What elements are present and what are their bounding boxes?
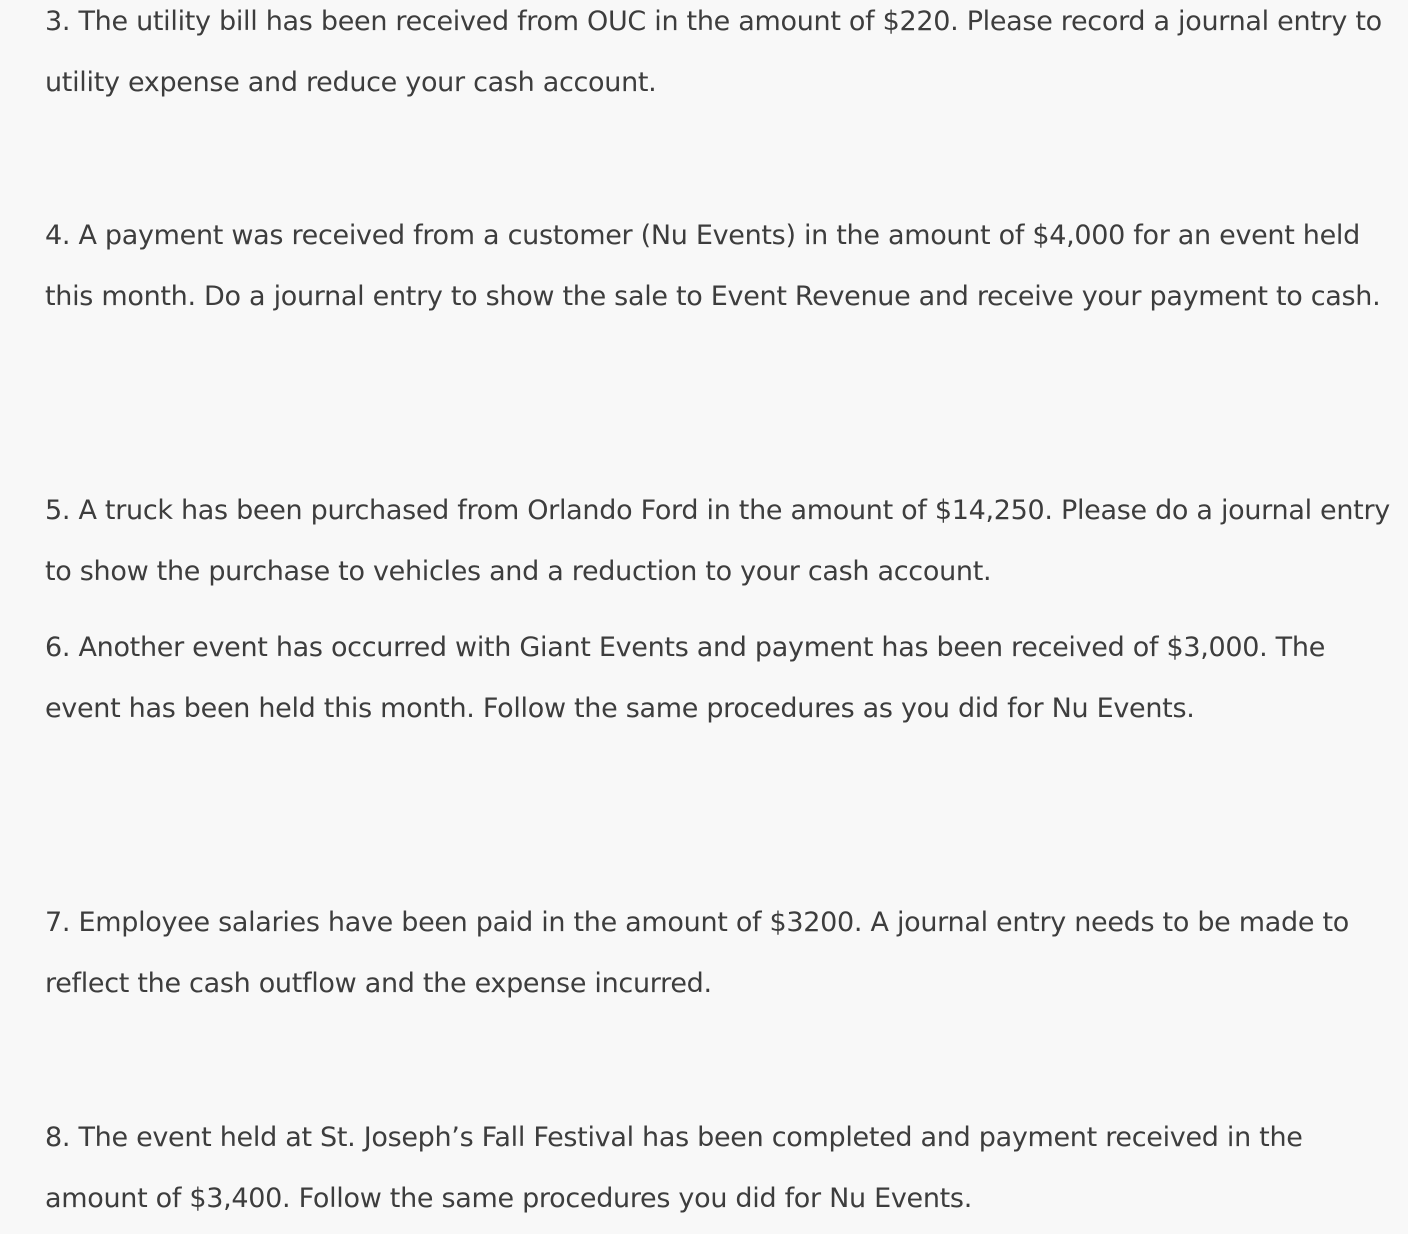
item-number: 4. <box>45 220 71 251</box>
list-item-5 <box>45 480 1395 602</box>
item-text: The event held at St. Joseph’s Fall Festival has been completed and payment received in the amount of $3,400. Follow the same procedures you did for Nu Events. <box>45 1122 1303 1214</box>
item-number: 8. <box>45 1122 71 1153</box>
item-text: A truck has been purchased from Orlando Ford in the amount of $14,250. Please do a journal entry to show the purchase to vehicles and a reduction to your cash account. <box>45 495 1390 587</box>
item-number: 6. <box>45 632 71 663</box>
list-item-8 <box>45 1107 1395 1229</box>
list-item-3 <box>45 0 1395 113</box>
list-item-6 <box>45 617 1395 739</box>
item-text: Employee salaries have been paid in the amount of $3200. A journal entry needs to be made to reflect the cash outflow and the expense incurred. <box>45 907 1349 999</box>
item-number: 7. <box>45 907 71 938</box>
item-number: 3. <box>45 6 71 37</box>
item-number: 5. <box>45 495 71 526</box>
item-text: A payment was received from a customer (Nu Events) in the amount of $4,000 for an event held this month. Do a journal entry to show the sale to Event Revenue and receive your payment to cash. <box>45 220 1381 312</box>
item-text: The utility bill has been received from OUC in the amount of $220. Please record a journal entry to utility expense and reduce your cash account. <box>45 6 1382 98</box>
list-item-7 <box>45 892 1395 1014</box>
list-item-4 <box>45 205 1395 327</box>
item-text: Another event has occurred with Giant Events and payment has been received of $3,000. The event has been held this month. Follow the same procedures as you did for Nu Events. <box>45 632 1326 724</box>
